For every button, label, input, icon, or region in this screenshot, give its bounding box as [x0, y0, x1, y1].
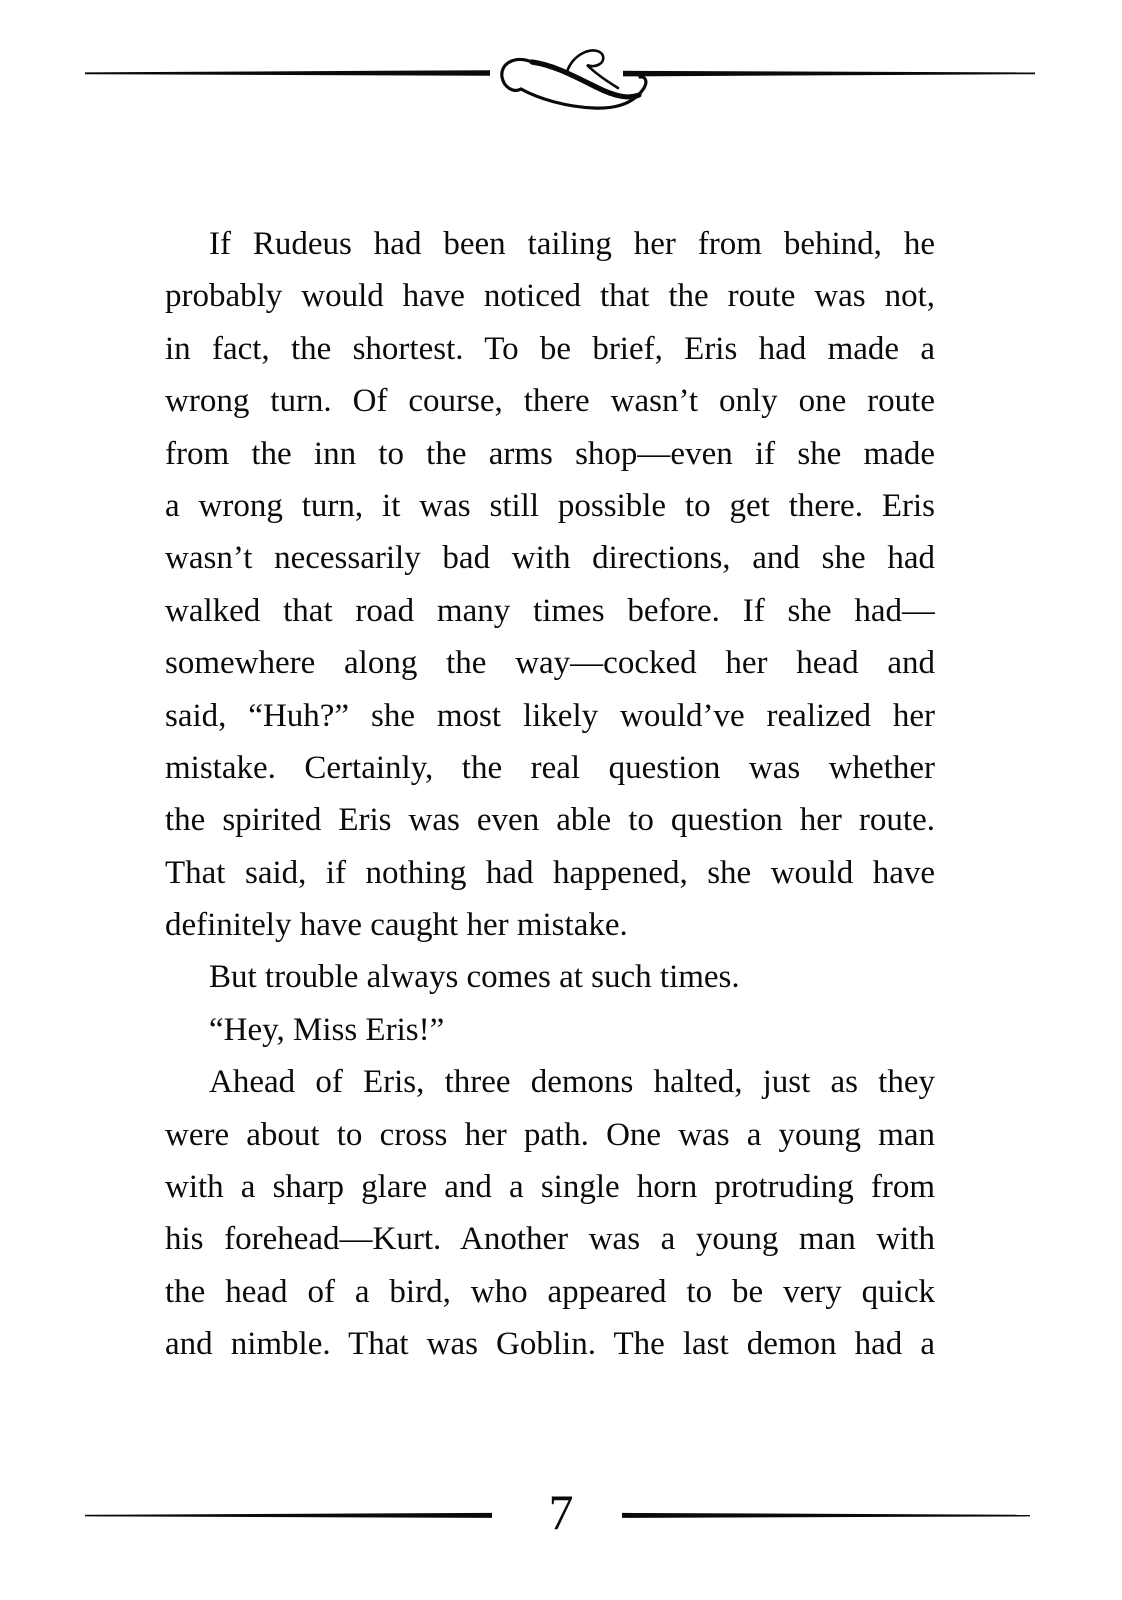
text-line: a wrong turn, it was still possible to get there. Eris — [165, 487, 935, 524]
text-line: definitely have caught her mistake. — [165, 907, 628, 944]
text-line: If Rudeus had been tailing her from behind, he — [209, 226, 935, 262]
text-line: his forehead—Kurt. Another was a young man with — [165, 1221, 935, 1258]
body-text — [165, 218, 935, 1371]
text-line: from the inn to the arms shop—even if she made — [165, 435, 935, 472]
text-line: the spirited Eris was even able to question her route. — [165, 802, 935, 839]
text-line: wasn’t necessarily bad with directions, and she had — [165, 540, 935, 577]
text-line: probably would have noticed that the route was not, — [165, 278, 935, 315]
text-line: somewhere along the way—cocked her head and — [165, 645, 935, 682]
text-line: Ahead of Eris, three demons halted, just as they — [209, 1064, 935, 1101]
text-line: in fact, the shortest. To be brief, Eris had made a — [165, 330, 935, 367]
text-line: were about to cross her path. One was a young man — [165, 1116, 935, 1153]
flourish-swirl — [502, 50, 646, 108]
text-line: and nimble. That was Goblin. The last demon had a — [165, 1326, 935, 1363]
text-line: wrong turn. Of course, there wasn’t only one route — [165, 383, 935, 420]
text-line: mistake. Certainly, the real question was whether — [165, 749, 935, 786]
text-line: That said, if nothing had happened, she would have — [165, 854, 935, 891]
top-rule-right — [623, 71, 1035, 77]
text-line: But trouble always comes at such times. — [209, 959, 740, 996]
flourish-divider-icon — [0, 0, 1122, 150]
text-line: with a sharp glare and a single horn protruding from — [165, 1169, 935, 1206]
text-line: “Hey, Miss Eris!” — [209, 1011, 445, 1048]
text-line: walked that road many times before. If she had— — [165, 592, 935, 629]
top-rule-left — [85, 70, 490, 76]
text-line: said, “Huh?” she most likely would’ve realized her — [165, 697, 935, 734]
page-number: 7 — [548, 1484, 574, 1540]
text-line: the head of a bird, who appeared to be very quick — [165, 1273, 935, 1310]
